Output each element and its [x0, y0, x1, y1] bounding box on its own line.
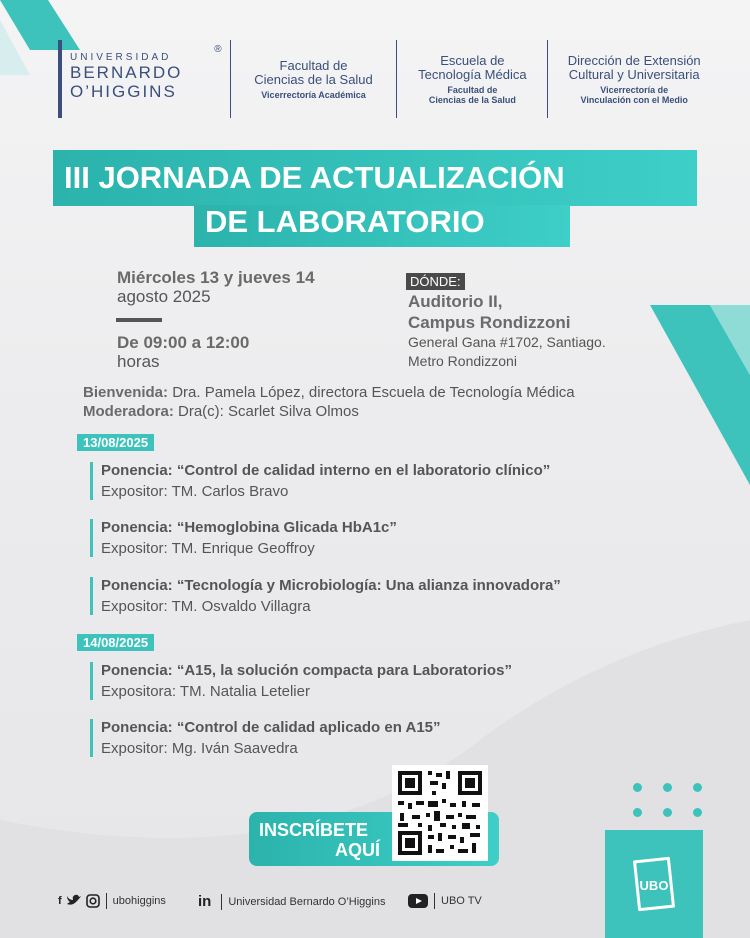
welcome-text: Dra. Pamela López, directora Escuela de Tecnología Médica [168, 384, 575, 401]
register-line2: AQUÍ [335, 840, 380, 860]
talk-item [90, 577, 561, 615]
youtube-icon [408, 894, 428, 908]
faculty-block [243, 40, 385, 118]
decor-dot [693, 783, 702, 792]
talk-item [90, 462, 550, 500]
event-time-unit: horas [117, 352, 160, 371]
talk-item [90, 519, 397, 557]
header [58, 40, 708, 118]
talk-speaker: Expositora: TM. Natalia Letelier [101, 683, 310, 700]
school-title1: Escuela de [440, 52, 505, 68]
talk-title: Ponencia: “Control de calidad interno en el laboratorio clínico” [101, 462, 551, 479]
decor-dot [633, 808, 642, 817]
school-sub1: Facultad de [447, 84, 498, 95]
ubo-badge [605, 830, 703, 938]
extension-block [560, 40, 708, 118]
linkedin-label: Universidad Bernardo O’Higgins [228, 895, 386, 908]
title-line1: III JORNADA DE ACTUALIZACIÓN [64, 160, 565, 195]
social-divider [106, 893, 107, 909]
faculty-title1: Facultad de [279, 57, 348, 73]
talk-title: Ponencia: “Hemoglobina Glicada HbA1c” [101, 519, 397, 536]
title-line2: DE LABORATORIO [205, 204, 485, 239]
registered-mark: ® [214, 44, 222, 55]
venue-line2: Campus Rondizzoni [408, 313, 571, 332]
logo-line3: O’HIGGINS [70, 82, 177, 101]
moderator-line [83, 403, 359, 420]
extension-title2: Cultural y Universitaria [568, 66, 700, 82]
linkedin-link[interactable] [198, 893, 385, 910]
welcome-line [83, 384, 575, 401]
day2-date-badge: 14/08/2025 [77, 634, 154, 651]
social-divider [434, 893, 435, 909]
header-divider [547, 40, 548, 118]
decor-dot [663, 783, 672, 792]
facebook-icon[interactable]: f [58, 895, 62, 907]
school-title2: Tecnología Médica [418, 66, 527, 82]
extension-sub1: Vicerrectoría de [600, 84, 669, 95]
faculty-sub: Vicerrectoría Académica [261, 89, 366, 100]
linkedin-icon: in [198, 893, 212, 910]
extension-sub2: Vinculación con el Medio [580, 94, 688, 105]
event-month: agosto 2025 [117, 287, 211, 306]
talk-speaker: Expositor: TM. Osvaldo Villagra [101, 598, 311, 615]
event-date: Miércoles 13 y jueves 14 [117, 268, 315, 287]
event-time: De 09:00 a 12:00 [117, 333, 250, 352]
instagram-icon[interactable] [86, 894, 100, 908]
decor-dot [693, 808, 702, 817]
school-block [409, 40, 535, 118]
talk-item [90, 662, 512, 700]
day1-date-badge: 13/08/2025 [77, 434, 154, 451]
logo-line2: BERNARDO [70, 63, 183, 82]
talk-title: Ponencia: “Control de calidad aplicado en A15” [101, 719, 441, 736]
talk-item [90, 719, 441, 757]
decor-dot [663, 808, 672, 817]
welcome-label: Bienvenida: [83, 384, 169, 401]
social-handle[interactable]: ubohiggins [112, 895, 166, 907]
logo-line1: UNIVERSIDAD [70, 52, 172, 63]
decor-dot [633, 783, 642, 792]
talk-speaker: Expositor: TM. Carlos Bravo [101, 483, 289, 500]
moderator-label: Moderadora: [83, 403, 174, 420]
social-handles [58, 893, 166, 909]
twitter-icon[interactable] [66, 894, 82, 908]
header-divider [230, 40, 231, 118]
address-line2: Metro Rondizzoni [408, 353, 517, 369]
university-logo [58, 40, 222, 118]
address-line1: General Gana #1702, Santiago. [408, 334, 606, 350]
register-line1: INSCRÍBETE [259, 820, 369, 840]
talk-title: Ponencia: “A15, la solución compacta para Laboratorios” [101, 662, 512, 679]
badge-text: UBO [639, 878, 669, 893]
talk-speaker: Expositor: Mg. Iván Saavedra [101, 740, 298, 757]
talk-title: Ponencia: “Tecnología y Microbiología: Una alianza innovadora” [101, 577, 561, 594]
school-sub2: Ciencias de la Salud [428, 94, 516, 105]
ubo-cube-icon [605, 830, 703, 938]
header-divider [396, 40, 397, 118]
social-divider [221, 894, 222, 910]
right-decoration [620, 305, 750, 565]
where-label: DÓNDE: [406, 273, 465, 290]
youtube-link[interactable] [408, 893, 482, 909]
youtube-label: UBO TV [441, 895, 482, 907]
qr-code[interactable] [392, 765, 488, 861]
divider-dash [116, 318, 162, 322]
moderator-text: Dra(c): Scarlet Silva Olmos [173, 403, 359, 420]
faculty-title2: Ciencias de la Salud [254, 71, 373, 87]
extension-title1: Dirección de Extensión [567, 52, 701, 68]
venue-line1: Auditorio II, [408, 292, 503, 311]
talk-speaker: Expositor: TM. Enrique Geoffroy [101, 540, 315, 557]
